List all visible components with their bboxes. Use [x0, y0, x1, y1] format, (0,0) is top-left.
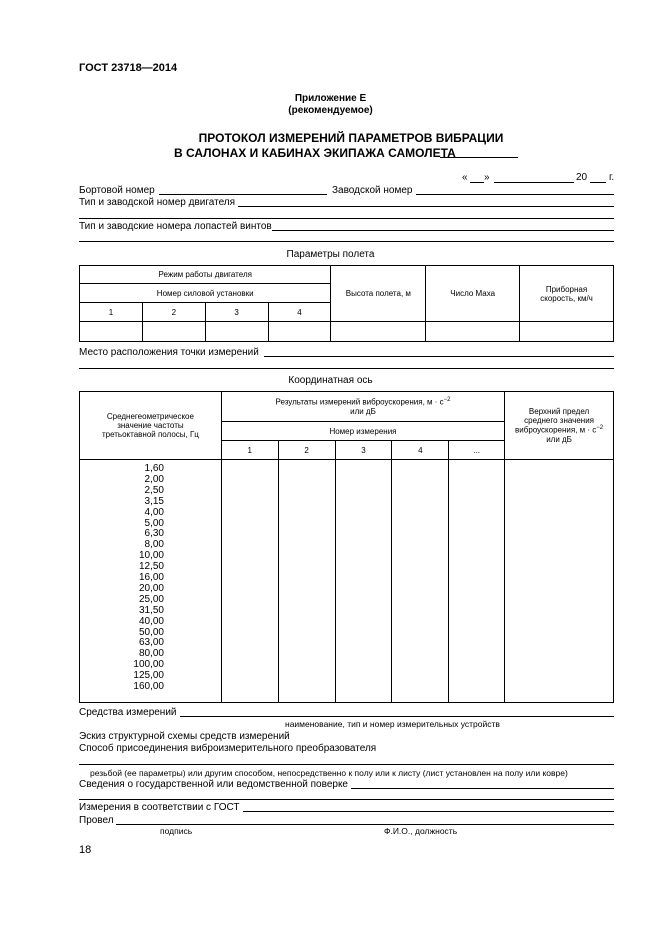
factory-number-label: Заводской номер — [332, 185, 413, 196]
page-number: 18 — [79, 844, 92, 856]
measurement-number-header: Номер измерения — [221, 422, 504, 441]
measurement-col: ... — [449, 441, 505, 460]
protocol-title-line1: ПРОТОКОЛ ИЗМЕРЕНИЙ ПАРАМЕТРОВ ВИБРАЦИИ — [198, 131, 504, 145]
power-unit-col: 1 — [80, 303, 143, 322]
frequency-header-line2: значение частоты — [117, 421, 184, 430]
frequency-value: 16,00 — [138, 572, 164, 583]
flight-params-table — [79, 265, 614, 342]
date-year-blank[interactable] — [590, 182, 606, 183]
instruments-caption: наименование, тип и номер измерительных устройств — [285, 719, 500, 729]
date-year-prefix: 20 — [576, 172, 588, 183]
measurement-col: 4 — [392, 441, 449, 460]
engine-field-extra[interactable] — [79, 218, 614, 219]
speed-header-line1: Приборная — [545, 284, 588, 294]
results-header-exp: −2 — [443, 397, 451, 404]
measurement-col: 1 — [221, 441, 278, 460]
attachment-method-field[interactable] — [79, 764, 614, 765]
frequency-value: 3,15 — [144, 495, 164, 507]
upper-limit-exp: −2 — [596, 425, 604, 432]
upper-limit-line1: Верхний предел — [528, 407, 590, 417]
power-unit-number-header: Номер силовой установки — [80, 284, 331, 303]
date-quote-close: » — [484, 172, 490, 183]
coordinate-axis-title: Координатная ось — [288, 375, 373, 386]
gost-label: Измерения в соответствии с ГОСТ — [79, 802, 240, 813]
upper-limit-cell[interactable] — [505, 460, 614, 703]
frequency-value: 50,00 — [138, 626, 164, 638]
conducted-label: Провел — [79, 815, 114, 826]
results-header-line2: или дБ — [350, 406, 376, 416]
power-unit-col: 2 — [142, 303, 205, 322]
appendix-title: Приложение Е — [294, 93, 367, 104]
flight-value-cell[interactable] — [268, 322, 331, 342]
results-header-line1: Результаты измерений виброускорения, м · с — [275, 397, 444, 407]
frequency-header-line1: Среднегеометрическое — [106, 412, 194, 421]
factory-number-field[interactable] — [416, 194, 614, 195]
verification-field[interactable] — [351, 788, 614, 789]
engine-mode-header: Режим работы двигателя — [80, 266, 331, 284]
altitude-header: Высота полета, м — [331, 266, 426, 322]
result-cell[interactable] — [335, 460, 392, 703]
propeller-blades-field-extra[interactable] — [79, 241, 614, 242]
frequency-value: 12,50 — [138, 561, 164, 573]
flight-value-cell[interactable] — [142, 322, 205, 342]
verification-field-extra[interactable] — [79, 799, 614, 800]
appendix-subtitle: (рекомендуемое) — [288, 105, 373, 116]
board-number-field[interactable] — [159, 194, 327, 195]
result-cell[interactable] — [392, 460, 449, 703]
conducted-field[interactable] — [116, 824, 614, 825]
flight-value-cell[interactable] — [426, 322, 520, 342]
document-standard: ГОСТ 23718—2014 — [79, 62, 178, 74]
upper-limit-line2: среднего значения — [524, 416, 594, 426]
speed-header-line2: скорость, км/ч — [540, 293, 593, 303]
frequency-value: 8,00 — [144, 539, 164, 551]
frequency-value: 80,00 — [138, 648, 164, 660]
frequency-value: 1,60 — [144, 463, 164, 474]
frequency-value: 6,30 — [144, 528, 164, 540]
propeller-blades-field[interactable] — [272, 230, 614, 231]
engine-field[interactable] — [238, 206, 614, 207]
frequency-value: 2,00 — [144, 473, 164, 485]
engine-label: Тип и заводской номер двигателя — [79, 197, 236, 208]
date-month-blank[interactable] — [494, 182, 574, 183]
frequency-value: 25,00 — [138, 593, 164, 605]
upper-limit-line4: или дБ — [546, 434, 572, 444]
date-year-suffix: г. — [609, 172, 615, 183]
frequency-value: 31,50 — [138, 604, 164, 616]
name-caption: Ф.И.О., должность — [384, 826, 458, 836]
frequency-value: 2,50 — [144, 484, 164, 496]
frequency-value: 40,00 — [138, 615, 164, 627]
propeller-blades-label: Тип и заводские номера лопастей винтов — [79, 221, 272, 232]
upper-limit-line3: виброускорения, м · с — [515, 425, 597, 435]
date-day-blank[interactable] — [470, 182, 484, 183]
measurement-col: 2 — [278, 441, 335, 460]
verification-label: Сведения о государственной или ведомственной поверке — [79, 779, 348, 790]
board-number-label: Бортовой номер — [79, 185, 155, 196]
signature-caption: подпись — [160, 826, 193, 836]
frequency-header — [80, 392, 222, 460]
frequency-value: 4,00 — [144, 506, 164, 518]
attachment-method-label: Способ присоединения виброизмерительного преобразователя — [79, 743, 377, 754]
flight-value-cell[interactable] — [520, 322, 614, 342]
mach-header: Число Маха — [426, 266, 520, 322]
upper-limit-header — [505, 392, 614, 460]
results-header — [221, 392, 504, 422]
frequency-value: 5,00 — [144, 517, 164, 529]
frequency-value: 63,00 — [138, 637, 164, 649]
speed-header — [520, 266, 614, 322]
frequency-header-line3: третьоктавной полосы, Гц — [101, 430, 199, 439]
flight-value-cell[interactable] — [205, 322, 268, 342]
flight-params-title: Параметры полета — [286, 249, 375, 260]
flight-value-cell[interactable] — [80, 322, 143, 342]
frequency-value: 20,00 — [138, 582, 164, 594]
result-cell[interactable] — [221, 460, 278, 703]
measurement-point-label: Место расположения точки измерений — [79, 347, 259, 358]
schematic-label: Эскиз структурной схемы средств измерений — [79, 731, 290, 742]
flight-value-cell[interactable] — [331, 322, 426, 342]
result-cell[interactable] — [278, 460, 335, 703]
instruments-field[interactable] — [180, 716, 614, 717]
frequency-value: 100,00 — [133, 659, 164, 671]
frequency-value: 125,00 — [133, 670, 164, 682]
frequency-value: 160,00 — [133, 681, 164, 692]
frequency-value: 10,00 — [138, 550, 164, 562]
gost-field[interactable] — [243, 811, 614, 812]
power-unit-col: 3 — [205, 303, 268, 322]
protocol-title-line2: В САЛОНАХ И КАБИНАХ ЭКИПАЖА САМОЛЕТА — [174, 146, 456, 160]
date-quote-open: « — [462, 172, 468, 183]
measurement-col: 3 — [335, 441, 392, 460]
measurement-point-field[interactable] — [264, 356, 614, 357]
result-cell[interactable] — [449, 460, 505, 703]
aircraft-blank[interactable] — [440, 157, 518, 158]
power-unit-col: 4 — [268, 303, 331, 322]
attachment-caption: резьбой (ее параметры) или другим способом, непосредственно к полу или к листу (лист установлен на полу или ковре) — [90, 768, 568, 778]
instruments-label: Средства измерений — [79, 707, 177, 718]
measurement-point-field-extra[interactable] — [79, 368, 614, 369]
